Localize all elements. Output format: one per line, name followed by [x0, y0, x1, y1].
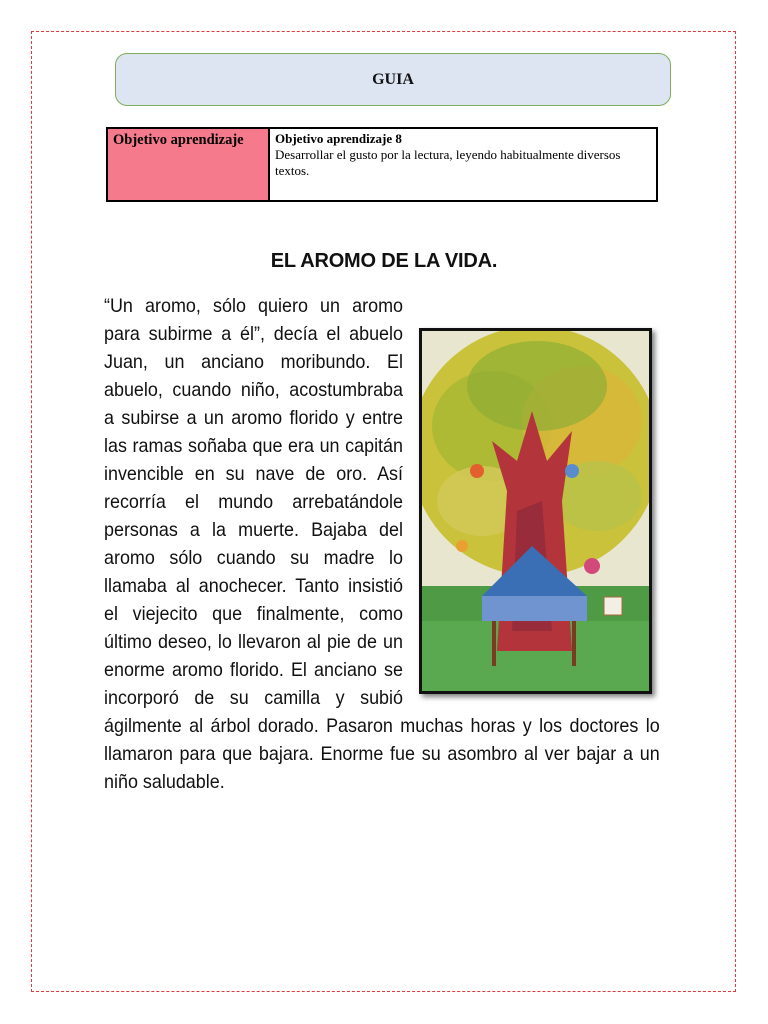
child-figure [470, 464, 484, 478]
canopy-patch [467, 341, 607, 431]
guia-header [115, 53, 671, 106]
bed-leg [572, 621, 576, 666]
illustration-aromo-tree [419, 328, 652, 694]
bird [584, 558, 600, 574]
tree-illustration-svg [422, 331, 649, 691]
guia-title: GUIA [372, 70, 414, 88]
bed-leg [492, 621, 496, 666]
tent-cloth [482, 596, 587, 621]
objective-table [106, 127, 658, 202]
story-body: “Un aromo, sólo quiero un aromo para subirme a él”, decía el abuelo Juan, un anciano moribundo. El abuelo, cuando niño, acostumbraba a subirse a un aromo florido y entre las ramas soñaba que era un capitán invencible en su nave de oro. Así recorría el mundo arrebatándole personas a la muerte. Bajaba del aromo sólo cuando su madre lo llamaba al anochecer. Tanto insistió el viejecito que finalmente, como último deseo, lo llevaron al pie de un enorme aromo florido. El anciano se incorporó de su camilla y subió ágilmente al árbol dorado. Pasaron muchas horas y los doctores lo llamaron para que bajara. Enorme fue su asombro al ver bajar a un niño saludable. [104, 295, 660, 793]
objective-heading: Objetivo aprendizaje 8 [275, 131, 402, 146]
objective-value [269, 128, 657, 201]
bucket [604, 597, 622, 615]
objective-text: Desarrollar el gusto por la lectura, leyendo habitualmente diversos textos. [275, 147, 621, 178]
story-title: EL AROMO DE LA VIDA. [270, 250, 498, 272]
bird [456, 540, 468, 552]
objective-label: Objetivo aprendizaje [107, 128, 269, 201]
child-figure [565, 464, 579, 478]
